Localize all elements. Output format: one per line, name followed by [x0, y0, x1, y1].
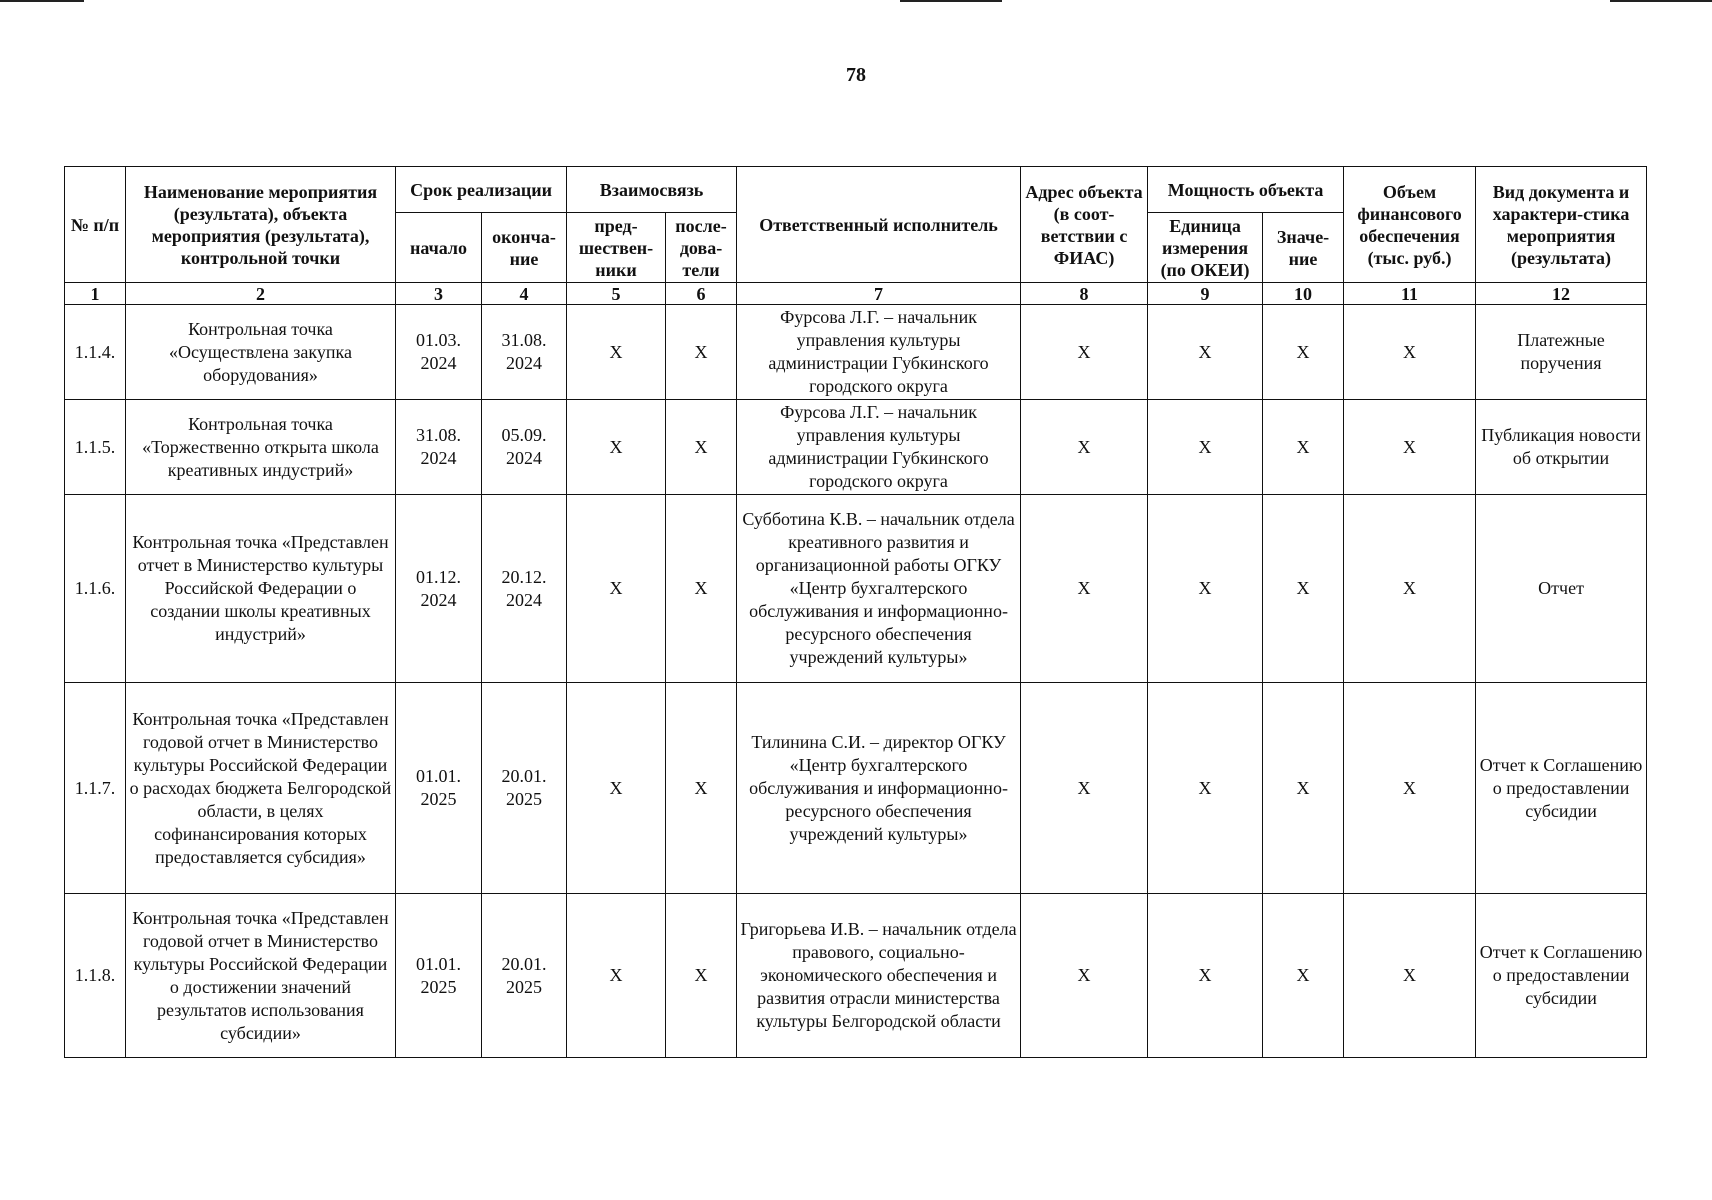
row-start-date: 01.03. 2024 — [396, 305, 482, 400]
row-responsible: Субботина К.В. – начальник отдела креативного развития и организационной работы ОГКУ «Центр бухгалтерского обслуживания и информационно-ресурсного обеспечения учреждений культуры» — [737, 495, 1021, 683]
header-capacity: Мощность объекта — [1148, 167, 1344, 213]
row-value: Х — [1263, 894, 1344, 1058]
row-responsible: Тилинина С.И. – директор ОГКУ «Центр бухгалтерского обслуживания и информационно-ресурсного обеспечения учреждений культуры» — [737, 683, 1021, 894]
row-doc-type: Отчет — [1476, 495, 1647, 683]
column-number: 3 — [396, 283, 482, 305]
row-predecessors: Х — [567, 683, 666, 894]
top-scan-line-right — [1610, 0, 1712, 2]
header-responsible: Ответственный исполнитель — [737, 167, 1021, 283]
row-finance: Х — [1344, 305, 1476, 400]
row-doc-type: Публикация новости об открытии — [1476, 400, 1647, 495]
row-finance: Х — [1344, 683, 1476, 894]
table-row — [65, 683, 1647, 894]
row-finance: Х — [1344, 894, 1476, 1058]
row-value: Х — [1263, 305, 1344, 400]
row-successors: Х — [666, 495, 737, 683]
header-link-next: после-дова-тели — [666, 213, 737, 283]
row-finance: Х — [1344, 495, 1476, 683]
row-start-date: 01.01. 2025 — [396, 894, 482, 1058]
row-name: Контрольная точка «Осуществлена закупка оборудования» — [126, 305, 396, 400]
table-row — [65, 495, 1647, 683]
header-link-prev: пред-шествен-ники — [567, 213, 666, 283]
row-value: Х — [1263, 400, 1344, 495]
row-address: Х — [1021, 400, 1148, 495]
row-end-date: 20.12. 2024 — [482, 495, 567, 683]
row-name: Контрольная точка «Представлен годовой отчет в Министерство культуры Российской Федерации о расходах бюджета Белгородской области, в целях софинансирования которых предоставляется субсидия» — [126, 683, 396, 894]
column-number: 9 — [1148, 283, 1263, 305]
row-successors: Х — [666, 894, 737, 1058]
top-scan-line-mid — [900, 0, 1002, 2]
row-successors: Х — [666, 683, 737, 894]
row-doc-type: Отчет к Соглашению о предоставлении субсидии — [1476, 894, 1647, 1058]
row-name: Контрольная точка «Представлен отчет в Министерство культуры Российской Федерации о создании школы креативных индустрий» — [126, 495, 396, 683]
header-term: Срок реализации — [396, 167, 567, 213]
row-predecessors: Х — [567, 305, 666, 400]
row-doc-type: Отчет к Соглашению о предоставлении субсидии — [1476, 683, 1647, 894]
row-end-date: 05.09. 2024 — [482, 400, 567, 495]
row-name: Контрольная точка «Торжественно открыта школа креативных индустрий» — [126, 400, 396, 495]
row-value: Х — [1263, 495, 1344, 683]
row-address: Х — [1021, 495, 1148, 683]
page-number: 78 — [846, 64, 866, 86]
row-num: 1.1.4. — [65, 305, 126, 400]
row-name: Контрольная точка «Представлен годовой отчет в Министерство культуры Российской Федерации о достижении значений результатов использования субсидии» — [126, 894, 396, 1058]
column-number: 5 — [567, 283, 666, 305]
plan-table — [64, 166, 1647, 1058]
header-capacity-value: Значе-ние — [1263, 213, 1344, 283]
column-number-row — [65, 283, 1647, 305]
row-responsible: Фурсова Л.Г. – начальник управления культуры администрации Губкинского городского округа — [737, 400, 1021, 495]
row-predecessors: Х — [567, 894, 666, 1058]
row-successors: Х — [666, 305, 737, 400]
table-row — [65, 894, 1647, 1058]
row-start-date: 01.01. 2025 — [396, 683, 482, 894]
row-num: 1.1.8. — [65, 894, 126, 1058]
row-start-date: 31.08. 2024 — [396, 400, 482, 495]
column-number: 2 — [126, 283, 396, 305]
column-number: 10 — [1263, 283, 1344, 305]
row-predecessors: Х — [567, 400, 666, 495]
row-end-date: 20.01. 2025 — [482, 894, 567, 1058]
header-capacity-unit: Единица измерения (по ОКЕИ) — [1148, 213, 1263, 283]
row-end-date: 31.08. 2024 — [482, 305, 567, 400]
header-term-end: оконча-ние — [482, 213, 567, 283]
row-unit: Х — [1148, 400, 1263, 495]
column-number: 11 — [1344, 283, 1476, 305]
header-doc-type: Вид документа и характери-стика мероприятия (результата) — [1476, 167, 1647, 283]
header-link: Взаимосвязь — [567, 167, 737, 213]
row-end-date: 20.01. 2025 — [482, 683, 567, 894]
header-address: Адрес объекта (в соот-ветствии с ФИАС) — [1021, 167, 1148, 283]
top-scan-line-left — [0, 0, 84, 2]
table-row — [65, 400, 1647, 495]
row-address: Х — [1021, 305, 1148, 400]
header-row-top — [65, 167, 1647, 213]
row-unit: Х — [1148, 495, 1263, 683]
row-finance: Х — [1344, 400, 1476, 495]
row-num: 1.1.5. — [65, 400, 126, 495]
row-start-date: 01.12. 2024 — [396, 495, 482, 683]
column-number: 6 — [666, 283, 737, 305]
header-finance: Объем финансового обеспечения (тыс. руб.) — [1344, 167, 1476, 283]
row-num: 1.1.6. — [65, 495, 126, 683]
header-num: № п/п — [65, 167, 126, 283]
column-number: 7 — [737, 283, 1021, 305]
row-responsible: Григорьева И.В. – начальник отдела правового, социально-экономического обеспечения и развития отрасли министерства культуры Белгородской области — [737, 894, 1021, 1058]
row-successors: Х — [666, 400, 737, 495]
column-number: 1 — [65, 283, 126, 305]
header-term-start: начало — [396, 213, 482, 283]
row-num: 1.1.7. — [65, 683, 126, 894]
row-unit: Х — [1148, 683, 1263, 894]
row-predecessors: Х — [567, 495, 666, 683]
row-address: Х — [1021, 683, 1148, 894]
row-value: Х — [1263, 683, 1344, 894]
row-doc-type: Платежные поручения — [1476, 305, 1647, 400]
row-responsible: Фурсова Л.Г. – начальник управления культуры администрации Губкинского городского округа — [737, 305, 1021, 400]
row-unit: Х — [1148, 894, 1263, 1058]
column-number: 8 — [1021, 283, 1148, 305]
table-row — [65, 305, 1647, 400]
row-unit: Х — [1148, 305, 1263, 400]
row-address: Х — [1021, 894, 1148, 1058]
column-number: 12 — [1476, 283, 1647, 305]
column-number: 4 — [482, 283, 567, 305]
header-name: Наименование мероприятия (результата), объекта мероприятия (результата), контрольной точки — [126, 167, 396, 283]
